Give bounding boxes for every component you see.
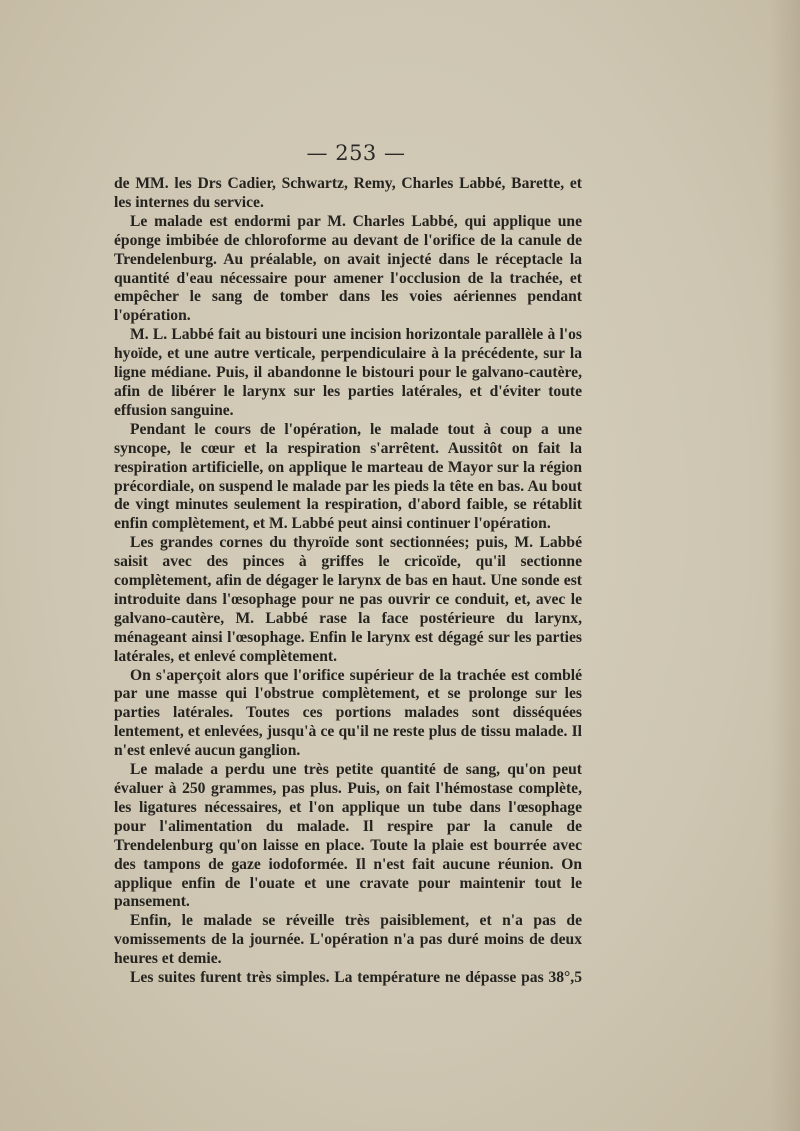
paragraph-8: Enfin, le malade se réveille très paisiblement, et n'a pas de vomissements de la journée. L'opération n'a pas duré moins de deux heures et demie.	[114, 912, 582, 968]
paragraph-9: Les suites furent très simples. La température ne dépasse pas 38°,5	[130, 969, 582, 987]
paragraph-6: On s'aperçoit alors que l'orifice supérieur de la trachée est comblé par une masse qui l'obstrue complètement, et se prolonge sur les parties latérales. Toutes ces portions malades sont disséquées lentement, et enlevées, jusqu'à ce qu'il ne reste plus de tissu malade. Il n'est enlevé aucun ganglion.	[114, 666, 582, 760]
body-text	[114, 175, 582, 988]
paragraph-1: de MM. les Drs Cadier, Schwartz, Remy, Charles Labbé, Barette, et les internes du service.	[114, 175, 582, 211]
page-number: — 253 —	[306, 141, 406, 165]
paragraph-7: Le malade a perdu une très petite quantité de sang, qu'on peut évaluer à 250 grammes, pas plus. Puis, on fait l'hémostase complète, les ligatures nécessaires, et l'on applique un tube dans l'œsophage pour l'alimentation du malade. Il respire par la canule de Trendelenburg qu'on laisse en place. Toute la plaie est bourrée avec des tampons de gaze iodoformée. Il n'est fait aucune réunion. On applique enfin de l'ouate et une cravate pour maintenir tout le pansement.	[114, 761, 582, 911]
paragraph-3: M. L. Labbé fait au bistouri une incision horizontale parallèle à l'os hyoïde, et une autre verticale, perpendiculaire à la précédente, sur la ligne médiane. Puis, il abandonne le bistouri pour le galvano-cautère, afin de libérer le larynx sur les parties latérales, et d'éviter toute effusion sanguine.	[114, 326, 582, 419]
paragraph-2: Le malade est endormi par M. Charles Labbé, qui applique une éponge imbibée de chloroforme au devant de l'orifice de la canule de Trendelenburg. Au préalable, on avait injecté dans le réceptacle la quantité d'eau nécessaire pour amener l'occlusion de la trachée, et empêcher le sang de tomber dans les voies aériennes pendant l'opération.	[114, 212, 582, 325]
page-edge-shadow	[770, 0, 800, 1131]
paragraph-5: Les grandes cornes du thyroïde sont sectionnées; puis, M. Labbé saisit avec des pinces à griffes le cricoïde, qu'il sectionne complètement, afin de dégager le larynx de bas en haut. Une sonde est introduite dans l'œsophage pour ne pas ouvrir ce conduit, et, avec le galvano-cautère, M. Labbé rase la face postérieure du larynx, ménageant ainsi l'œsophage. Enfin le larynx est dégagé sur les parties latérales, et enlevé complètement.	[114, 534, 582, 665]
paragraph-4: Pendant le cours de l'opération, le malade tout à coup a une syncope, le cœur et la respiration s'arrêtent. Aussitôt on fait la respiration artificielle, on applique le marteau de Mayor sur la région précordiale, on suspend le malade par les pieds la tête en bas. Au bout de vingt minutes seulement la respiration, d'abord faible, se rétablit enfin complètement, et M. Labbé peut ainsi continuer l'opération.	[114, 420, 582, 533]
